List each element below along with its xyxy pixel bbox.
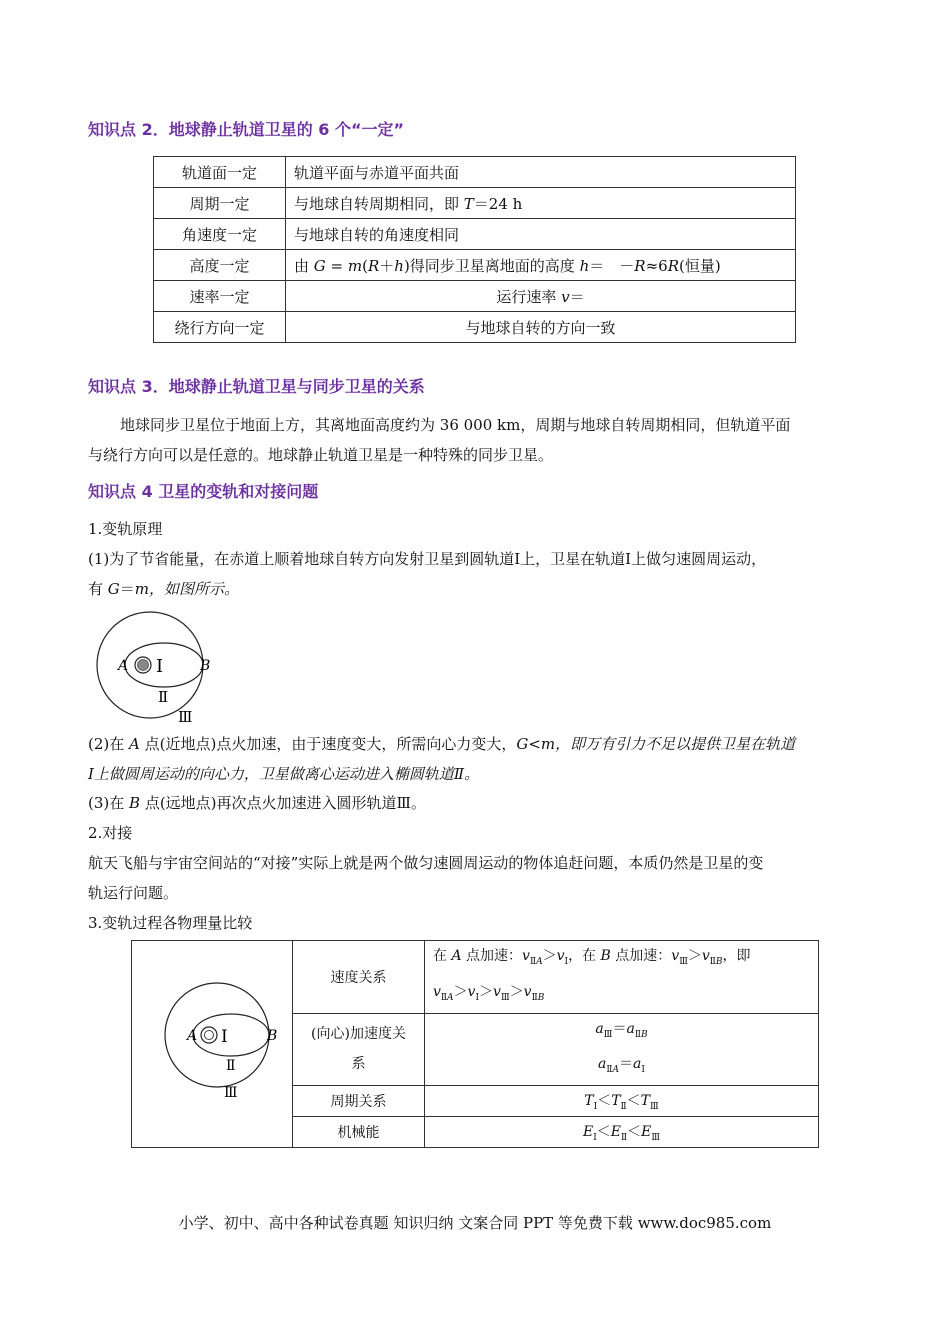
section3-paragraph-line2: 与绕行方向可以是任意的。地球静止轨道卫星是一种特殊的同步卫星。 bbox=[88, 446, 554, 464]
section3-paragraph-line1: 地球同步卫星位于地面上方，其离地面高度约为 36 000 km，周期与地球自转周期相同，但轨道平面 bbox=[120, 416, 791, 434]
accel-label-line2: 系 bbox=[351, 1056, 366, 1073]
row-value: 与地球自转的方向一致 bbox=[286, 312, 796, 343]
row-key: 周期一定 bbox=[154, 188, 286, 219]
label-ii: Ⅱ bbox=[158, 688, 169, 706]
p2-line1: (2)在 A 点(近地点)点火加速，由于速度变大，所需向心力变大，G<m，即万有引力不足以提供卫星在轨道 bbox=[88, 735, 796, 753]
row-key: 绕行方向一定 bbox=[154, 312, 286, 343]
orbit-iii-circle bbox=[97, 612, 203, 718]
speed-value bbox=[425, 941, 819, 1014]
accel-line2: $a_{ⅡA}=a_Ⅰ$ bbox=[598, 1056, 645, 1076]
p1-line2: 有 G＝m，如图所示。 bbox=[88, 580, 240, 598]
label-b: B bbox=[267, 1028, 278, 1045]
dock-line2: 轨运行问题。 bbox=[88, 884, 179, 902]
label-i: Ⅰ bbox=[221, 1027, 228, 1048]
section2-heading: 知识点 2．地球静止轨道卫星的 6 个“一定” bbox=[88, 120, 405, 139]
row-value: 由 G = m(R＋h)得同步卫星离地面的高度 h＝ －R≈6R(恒量) bbox=[286, 250, 796, 281]
earth-icon bbox=[205, 1031, 214, 1040]
period-value: $T_Ⅰ<T_Ⅱ<T_Ⅲ$ bbox=[425, 1086, 819, 1117]
item3-title: 3.变轨过程各物理量比较 bbox=[88, 914, 253, 932]
table-row bbox=[132, 941, 819, 1014]
orbit-diagram bbox=[84, 608, 224, 726]
label-i: Ⅰ bbox=[156, 656, 164, 677]
p2-line2: Ⅰ上做圆周运动的向心力，卫星做离心运动进入椭圆轨道Ⅱ。 bbox=[88, 765, 480, 783]
p1-line1: (1)为了节省能量，在赤道上顺着地球自转方向发射卫星到圆轨道Ⅰ上，卫星在轨道Ⅰ上做匀速圆周运动， bbox=[88, 550, 767, 568]
section3-heading: 知识点 3．地球静止轨道卫星与同步卫星的关系 bbox=[88, 377, 425, 396]
label-iii: Ⅲ bbox=[178, 708, 193, 726]
label-a: A bbox=[187, 1028, 198, 1045]
label-ii: Ⅱ bbox=[226, 1058, 236, 1075]
label-a: A bbox=[118, 658, 129, 674]
section4-heading: 知识点 4 卫星的变轨和对接问题 bbox=[88, 482, 319, 501]
item2-title: 2.对接 bbox=[88, 824, 133, 842]
row-key: 速率一定 bbox=[154, 281, 286, 312]
row-value: 与地球自转的角速度相同 bbox=[286, 219, 796, 250]
table-row bbox=[154, 188, 796, 219]
row-value: 运行速率 v＝ bbox=[286, 281, 796, 312]
static-orbit-table bbox=[153, 156, 796, 343]
table-row bbox=[154, 312, 796, 343]
accel-label-line1: (向心)加速度关 bbox=[311, 1026, 406, 1043]
label-b: B bbox=[200, 658, 211, 674]
earth-icon bbox=[138, 660, 149, 671]
row-key: 高度一定 bbox=[154, 250, 286, 281]
item1-title: 1.变轨原理 bbox=[88, 520, 163, 538]
accel-value bbox=[425, 1013, 819, 1086]
label-iii: Ⅲ bbox=[224, 1085, 238, 1102]
speed-line1: 在 A 点加速：$v_{ⅡA}>v_Ⅰ$，在 B 点加速：$v_Ⅲ>v_{ⅡB}$，即 bbox=[433, 948, 751, 967]
accel-label bbox=[293, 1013, 425, 1086]
row-value: 轨道平面与赤道平面共面 bbox=[286, 157, 796, 188]
row-value: 与地球自转周期相同，即 T＝24 h bbox=[286, 188, 796, 219]
table-row bbox=[154, 157, 796, 188]
row-key: 轨道面一定 bbox=[154, 157, 286, 188]
speed-line2: $v_{ⅡA}>v_Ⅰ>v_Ⅲ>v_{ⅡB}$ bbox=[433, 983, 545, 1003]
energy-value: $E_Ⅰ<E_Ⅱ<E_Ⅲ$ bbox=[425, 1117, 819, 1148]
dock-line1: 航天飞船与宇宙空间站的“对接”实际上就是两个做匀速圆周运动的物体追赶问题，本质仍然是卫星的变 bbox=[88, 854, 764, 872]
orbit-diagram-2 bbox=[137, 967, 287, 1117]
orbit-ii-ellipse bbox=[125, 643, 203, 687]
table-row bbox=[154, 281, 796, 312]
footer: 小学、初中、高中各种试卷真题 知识归纳 文案合同 PPT 等免费下载 www.doc985.com bbox=[178, 1214, 772, 1232]
p3: (3)在 B 点(远地点)再次点火加速进入圆形轨道Ⅲ。 bbox=[88, 794, 427, 812]
speed-label: 速度关系 bbox=[293, 941, 425, 1014]
accel-line1: $a_Ⅲ=a_{ⅡB}$ bbox=[595, 1020, 648, 1040]
table-row bbox=[154, 219, 796, 250]
period-label: 周期关系 bbox=[293, 1086, 425, 1117]
table-row bbox=[154, 250, 796, 281]
row-key: 角速度一定 bbox=[154, 219, 286, 250]
energy-label: 机械能 bbox=[293, 1117, 425, 1148]
diagram-cell bbox=[132, 941, 293, 1148]
comparison-table bbox=[131, 940, 819, 1148]
